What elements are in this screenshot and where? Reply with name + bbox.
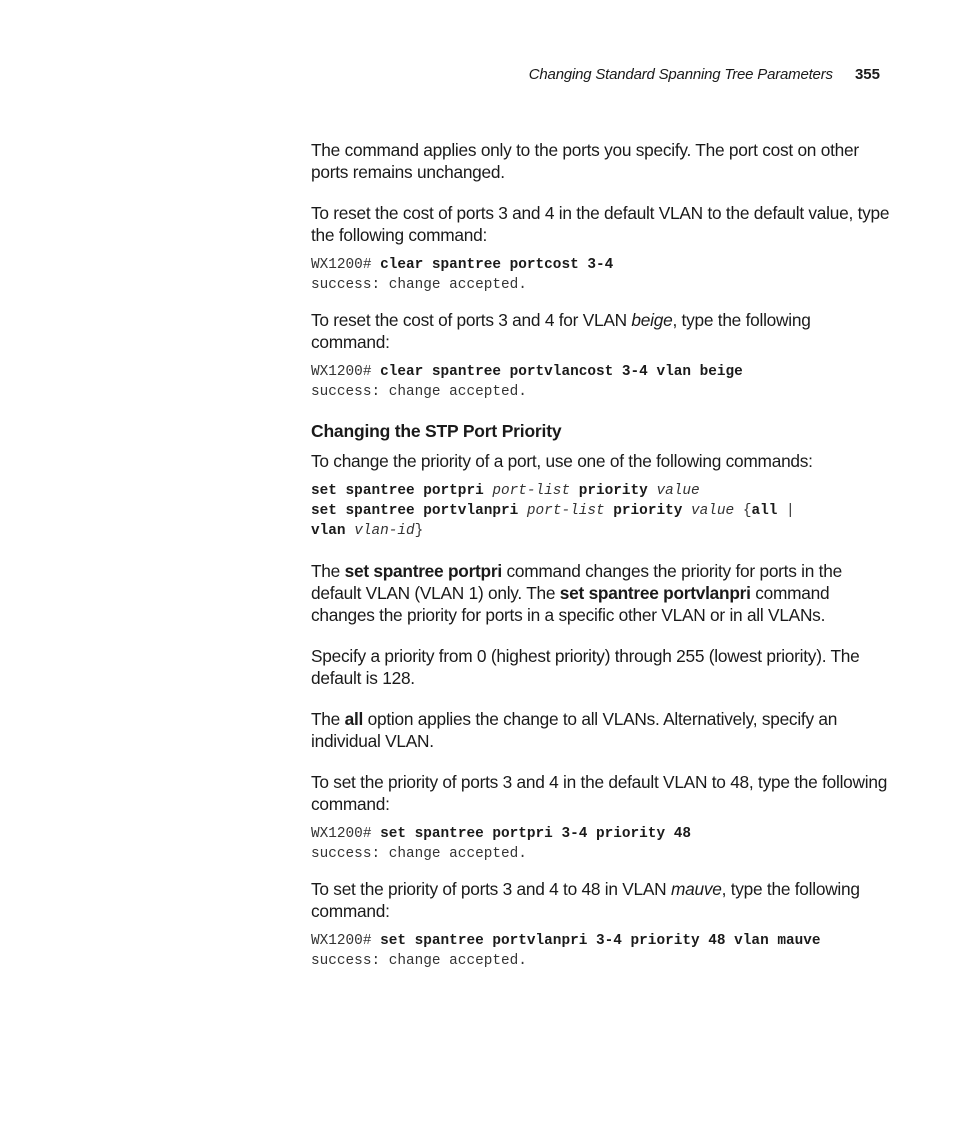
cli-prompt: WX1200# [311,826,381,842]
cli-prompt: WX1200# [311,364,381,380]
paragraph-priority-range: Specify a priority from 0 (highest priority) through 255 (lowest priority). The default is 128. [311,646,860,688]
vlan-name-mauve: mauve [670,879,722,899]
code-example-portvlancost [311,362,891,402]
cli-result: success: change accepted. [311,846,527,862]
code-example-portpri [311,824,891,864]
paragraph-reset-vlan-beige: To reset the cost of ports 3 and 4 for VLAN beige, type the following command: [311,310,811,352]
cli-prompt: WX1200# [311,933,381,949]
paragraph-change-priority-intro: To change the priority of a port, use one of the following commands: [311,451,813,471]
paragraph-command-description: The set spantree portpri command changes the priority for ports in the default VLAN (VLAN 1) only. The set spantree portvlanpri command changes the priority for ports in a specific other VLAN or in all VLANs. [311,561,842,625]
cli-command: clear spantree portcost 3-4 [380,257,614,273]
running-title: Changing Standard Spanning Tree Parameters [528,66,833,83]
paragraph-port-cost-scope: The command applies only to the ports you specify. The port cost on other ports remains unchanged. [311,140,859,182]
cli-command: set spantree portvlanpri 3-4 priority 48 vlan mauve [380,933,821,949]
cli-command: clear spantree portvlancost 3-4 vlan beige [380,364,743,380]
code-example-portcost [311,255,891,295]
cli-prompt: WX1200# [311,257,381,273]
cli-result: success: change accepted. [311,384,527,400]
code-example-portvlanpri [311,931,891,971]
cli-result: success: change accepted. [311,953,527,969]
page-content [311,139,891,971]
paragraph-all-option: The all option applies the change to all VLANs. Alternatively, specify an individual VLAN. [311,709,838,751]
command-syntax: set spantree portpri port-list priority value set spantree portvlanpri port-list priority value {all | vlan vlan-id} [311,483,795,539]
paragraph-reset-default-vlan: To reset the cost of ports 3 and 4 in the default VLAN to the default value, type the following command: [311,203,890,245]
vlan-name-beige: beige [631,310,673,330]
paragraph-set-priority-default: To set the priority of ports 3 and 4 in the default VLAN to 48, type the following command: [311,772,888,814]
cli-command: set spantree portpri 3-4 priority 48 [380,826,691,842]
page-number: 355 [854,66,880,83]
page-header [529,66,880,83]
cli-result: success: change accepted. [311,277,527,293]
paragraph-set-priority-mauve: To set the priority of ports 3 and 4 to 48 in VLAN mauve, type the following command: [311,879,860,921]
section-heading: Changing the STP Port Priority [311,421,562,441]
